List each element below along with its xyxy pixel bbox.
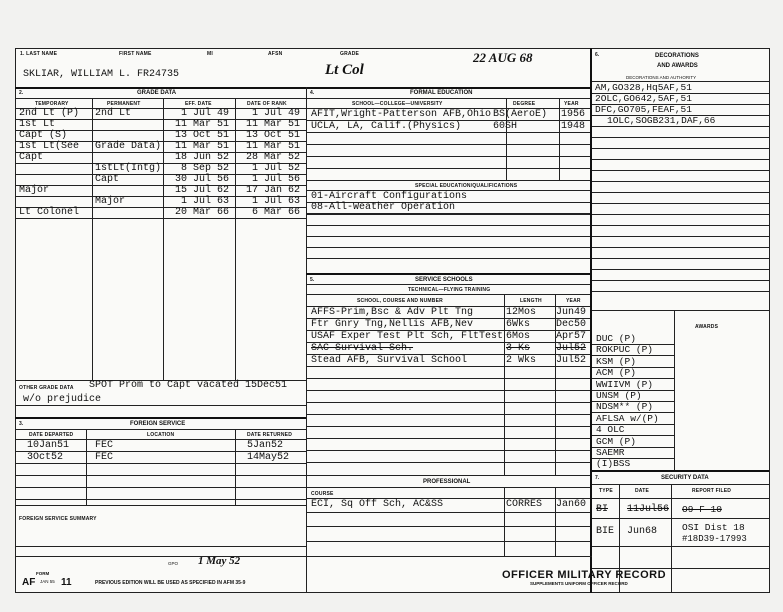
education-title: FORMAL EDUCATION — [410, 90, 473, 96]
special-line-3 — [306, 214, 590, 215]
grade-cell: 28 Mar 52 — [245, 152, 300, 163]
education-row-line — [306, 156, 590, 157]
security-col-date: DATE — [635, 488, 650, 494]
grade-cell: 15 Jul 62 — [174, 185, 229, 196]
security-col-type: TYPE — [599, 488, 613, 494]
education-bottom-line — [306, 180, 590, 181]
name-value: SKLIAR, WILLIAM L. FR24735 — [23, 69, 180, 80]
grade-cell: 1st Lt — [19, 119, 56, 130]
awards-col-line — [674, 310, 675, 470]
education-col-degree: DEGREE — [513, 101, 536, 107]
grade-cell: 2nd Lt — [95, 108, 132, 119]
special-line-7 — [306, 258, 590, 259]
foreign-location: FEC — [95, 440, 114, 451]
grade-cell: 1 Jul 49 — [180, 108, 229, 119]
footer-form-date: JAN 55 — [40, 579, 55, 584]
foreign-col-line-1 — [86, 429, 87, 505]
other-grade-line-1: SPOT Prom to Capt vacated 15Dec51 — [89, 380, 288, 391]
footer-signature-note: 1 May 52 — [198, 555, 241, 567]
professional-line-2 — [306, 512, 590, 513]
afsn-label: AFSN — [268, 51, 283, 57]
grade-data-title: GRADE DATA — [137, 90, 177, 96]
footer-af-label: AF — [22, 577, 36, 588]
foreign-title-line — [15, 429, 306, 430]
professional-title-line — [306, 487, 590, 488]
left-column-divider — [306, 87, 307, 592]
decoration-row-line — [592, 203, 769, 204]
decorations-sub: DECORATIONS AND AUTHORITY — [626, 75, 697, 80]
school-length: 3 Ks — [506, 343, 531, 354]
education-year: 1948 — [561, 121, 586, 132]
award-entry: (I)BSS — [596, 458, 631, 470]
last-name-label: 1. LAST NAME — [20, 51, 58, 57]
grade-cell: 20 Mar 66 — [174, 207, 229, 218]
schools-subtitle: TECHNICAL—FLYING TRAINING — [408, 287, 491, 293]
foreign-title: FOREIGN SERVICE — [130, 421, 186, 427]
security-date: 11Jul56 — [627, 504, 670, 515]
school-year: Jun49 — [556, 307, 587, 318]
school-row-line — [306, 390, 590, 391]
special-qualification: 08-All-Weather Operation — [311, 202, 456, 213]
grade-cell: Capt — [19, 152, 44, 163]
schools-bottom-line — [306, 475, 590, 476]
header-divider — [15, 87, 590, 89]
decoration-entry: AM,GO328,Hq5AF,51 — [595, 82, 692, 93]
decoration-row-line — [592, 148, 769, 149]
award-entry: AFLSA w/(P) — [596, 412, 659, 424]
security-row-line — [592, 518, 769, 519]
school-length: 6Wks — [506, 319, 531, 330]
grade-cell: 1st Lt(See — [19, 141, 80, 152]
decoration-row-line — [592, 170, 769, 171]
decorations-title-1: DECORATIONS — [655, 53, 699, 59]
security-col-line-2 — [671, 484, 672, 592]
grade-cell: 1 Jul 52 — [251, 163, 300, 174]
grade-cell: 11 Mar 51 — [174, 141, 229, 152]
foreign-col-location: LOCATION — [147, 432, 175, 438]
education-row-line — [306, 132, 590, 133]
foreign-departed: 10Jan51 — [27, 440, 70, 451]
award-entry: WWIIVM (P) — [596, 378, 654, 390]
award-entry: SAEMR — [596, 447, 625, 458]
foreign-row-line — [15, 475, 306, 476]
security-extra: #18D39-17993 — [682, 534, 747, 544]
special-line-4 — [306, 225, 590, 226]
decoration-row-line — [592, 137, 769, 138]
other-grade-line-2: w/o prejudice — [23, 394, 102, 405]
special-line-6 — [306, 247, 590, 248]
decoration-row-line — [592, 291, 769, 292]
foreign-returned: 14May52 — [247, 452, 290, 463]
school-row-line — [306, 366, 590, 367]
security-num: 7. — [595, 475, 600, 481]
awards-label: AWARDS — [695, 324, 719, 330]
school-course: USAF Exper Test Plt Sch, FltTest — [311, 331, 504, 342]
decoration-entry: DFC,GO705,FEAF,51 — [595, 104, 692, 115]
school-length: 12Mos — [506, 307, 537, 318]
schools-subtitle-line — [306, 294, 590, 295]
education-degree: BS(AeroE) — [493, 109, 548, 120]
school-course: Stead AFB, Survival School — [311, 355, 468, 366]
decoration-entry: 1OLC,SOGB231,DAF,66 — [607, 115, 716, 126]
decoration-entry: 2OLC,GO642,5AF,51 — [595, 93, 692, 104]
security-type: BI — [596, 504, 609, 515]
footer-subtitle: SUPPLEMENTS UNIFORM OFFICER RECORD — [530, 581, 628, 586]
grade-cell: Lt Colonel — [19, 207, 80, 218]
schools-col-school: SCHOOL, COURSE AND NUMBER — [357, 298, 443, 304]
school-row-line — [306, 462, 590, 463]
foreign-col-line-2 — [235, 429, 236, 505]
grade-data-num: 2. — [19, 90, 24, 96]
schools-col-line-1 — [504, 294, 505, 475]
decoration-row-line — [592, 280, 769, 281]
education-year: 1956 — [561, 109, 586, 120]
school-year: Jul52 — [556, 355, 587, 366]
education-col-school: SCHOOL—COLLEGE—UNIVERSITY — [352, 101, 443, 107]
foreign-bottom-line — [15, 505, 306, 506]
special-qualification: 01-Aircraft Configurations — [311, 191, 468, 202]
special-education-title: SPECIAL EDUCATION/QUALIFICATIONS — [415, 183, 518, 189]
schools-top-line — [306, 273, 590, 275]
footer-form-label: FORM — [36, 571, 50, 576]
bottom-content-line — [15, 556, 592, 557]
foreign-departed: 3Oct52 — [27, 452, 64, 463]
professional-line-3 — [306, 526, 590, 527]
grade-cell: 30 Jul 56 — [174, 174, 229, 185]
award-entry: NDSM** (P) — [596, 401, 654, 413]
school-course: Ftr Gnry Tng,Nellis AFB,Nev — [311, 319, 474, 330]
education-school: UCLA, LA, Calif.(Physics) — [311, 121, 462, 132]
first-name-label: FIRST NAME — [119, 51, 152, 57]
award-entry: DUC (P) — [596, 333, 636, 344]
border-right — [769, 48, 770, 593]
foreign-row-line — [15, 487, 306, 488]
school-row-line — [306, 438, 590, 439]
education-row-line — [306, 144, 590, 145]
decoration-row-line — [592, 181, 769, 182]
footer-gpo: GPO — [168, 561, 179, 566]
decoration-row-line — [592, 247, 769, 248]
grade-cell: 11 Mar 51 — [174, 119, 229, 130]
decoration-row-line — [592, 269, 769, 270]
decorations-num: 6. — [595, 52, 600, 58]
award-entry: UNSM (P) — [596, 390, 642, 401]
grade-cell: Capt (S) — [19, 130, 68, 141]
security-report: OSI Dist 18 — [682, 522, 745, 533]
foreign-top-line — [15, 417, 306, 419]
security-type: BIE — [596, 526, 615, 537]
mi-label: MI — [207, 51, 213, 57]
grade-cell: 17 Jan 62 — [245, 185, 300, 196]
schools-num: 5. — [310, 277, 315, 283]
education-col-year: YEAR — [564, 101, 579, 107]
school-course: AFFS-Prim,Bsc & Adv Plt Tng — [311, 307, 474, 318]
schools-title: SERVICE SCHOOLS — [415, 277, 473, 283]
footer-title: OFFICER MILITARY RECORD — [502, 569, 667, 581]
other-grade-line — [15, 405, 306, 406]
security-col-report: REPORT FILED — [692, 488, 732, 494]
foreign-row-line — [15, 463, 306, 464]
decoration-row-line — [592, 214, 769, 215]
decoration-row-line — [592, 258, 769, 259]
other-grade-label: OTHER GRADE DATA — [19, 385, 74, 391]
decoration-row-line — [592, 236, 769, 237]
security-top-line — [592, 470, 769, 472]
grade-cell: 8 Sep 52 — [180, 163, 229, 174]
grade-cell: 13 Oct 51 — [174, 130, 229, 141]
security-date: Jun68 — [627, 526, 658, 537]
grade-cell: 2nd Lt (P) — [19, 108, 80, 119]
education-num: 4. — [310, 90, 315, 96]
grade-col-temporary: TEMPORARY — [35, 101, 69, 107]
foreign-location: FEC — [95, 452, 114, 463]
grade-title-line — [15, 98, 306, 99]
grade-cell: 1 Jul 63 — [180, 196, 229, 207]
award-entry: 4 OLC — [596, 424, 625, 436]
grade-cell: 11 Mar 51 — [245, 141, 300, 152]
school-year: Dec50 — [556, 319, 587, 330]
education-school: AFIT,Wright-Patterson AFB,Ohio — [311, 109, 492, 120]
professional-course-label: COURSE — [311, 491, 334, 497]
special-line-5 — [306, 236, 590, 237]
grade-col-eff-date: EFF. DATE — [185, 101, 212, 107]
education-title-line — [306, 98, 590, 99]
school-row-line — [306, 426, 590, 427]
school-length: 6Mos — [506, 331, 531, 342]
professional-length: CORRES — [506, 499, 543, 510]
right-column-divider — [590, 48, 592, 593]
professional-year: Jan60 — [556, 499, 587, 510]
security-title: SECURITY DATA — [661, 475, 709, 481]
decorations-title-2: AND AWARDS — [657, 63, 698, 69]
foreign-summary-label: FOREIGN SERVICE SUMMARY — [19, 516, 97, 522]
grade-cell: 1stLt(Intg) — [95, 163, 162, 174]
footer-form-number: 11 — [61, 577, 72, 588]
foreign-col-returned: DATE RETURNED — [247, 432, 293, 438]
professional-title: PROFESSIONAL — [423, 479, 471, 485]
school-row-line — [306, 402, 590, 403]
grade-cell: 11 Mar 51 — [245, 119, 300, 130]
grade-value: Lt Col — [325, 62, 364, 78]
grade-cell: 6 Mar 66 — [251, 207, 300, 218]
professional-course: ECI, Sq Off Sch, AC&SS — [311, 499, 444, 510]
award-entry: ROKPUC (P) — [596, 344, 654, 356]
grade-cell: 13 Oct 51 — [245, 130, 300, 141]
award-entry: GCM (P) — [596, 435, 636, 447]
grade-label: GRADE — [340, 51, 360, 57]
grade-col-date-of-rank: DATE OF RANK — [247, 101, 287, 107]
awards-top-line — [592, 310, 769, 311]
grade-cell: 1 Jul 63 — [251, 196, 300, 207]
school-row-line — [306, 414, 590, 415]
foreign-summary-line — [15, 546, 306, 547]
security-report: O9 F 10 — [682, 504, 722, 515]
officer-military-record-form — [15, 48, 770, 593]
grade-cell: 18 Jun 52 — [174, 152, 229, 163]
foreign-num: 3. — [19, 421, 24, 427]
decoration-row-line — [592, 159, 769, 160]
school-course: SAC Survival Sch. — [311, 343, 414, 354]
footer-previous-edition: PREVIOUS EDITION WILL BE USED AS SPECIFIED IN AFM 35-9 — [95, 580, 246, 586]
date-stamp: 22 AUG 68 — [473, 50, 533, 65]
border-top — [15, 48, 770, 49]
grade-cell: Capt — [95, 174, 120, 185]
security-line-3 — [592, 546, 769, 547]
grade-cell: 1 Jul 56 — [251, 174, 300, 185]
school-year: Apr57 — [556, 331, 587, 342]
award-entry: KSM (P) — [596, 355, 636, 367]
school-row-line — [306, 378, 590, 379]
school-length: 2 Wks — [506, 355, 537, 366]
professional-line-4 — [306, 541, 590, 542]
education-row-line — [306, 168, 590, 169]
grade-cell: Major — [19, 185, 50, 196]
grade-cell: 1 Jul 49 — [251, 108, 300, 119]
award-entry: ACM (P) — [596, 367, 636, 379]
schools-col-year: YEAR — [566, 298, 581, 304]
foreign-returned: 5Jan52 — [247, 440, 284, 451]
education-degree: 60SH — [493, 121, 518, 132]
schools-title-line — [306, 284, 590, 285]
decoration-row-line — [592, 192, 769, 193]
decoration-row-line — [592, 225, 769, 226]
grade-cell: Grade Data) — [95, 141, 162, 152]
grade-cell: Major — [95, 196, 126, 207]
school-row-line — [306, 450, 590, 451]
schools-col-length: LENGTH — [520, 298, 542, 304]
foreign-col-departed: DATE DEPARTED — [29, 432, 74, 438]
border-bottom — [15, 592, 770, 593]
foreign-row-line — [15, 499, 306, 500]
school-year: Jul52 — [556, 343, 587, 354]
decoration-row-line — [592, 126, 769, 127]
grade-col-permanent: PERMANENT — [107, 101, 141, 107]
grade-row-line — [15, 218, 306, 219]
